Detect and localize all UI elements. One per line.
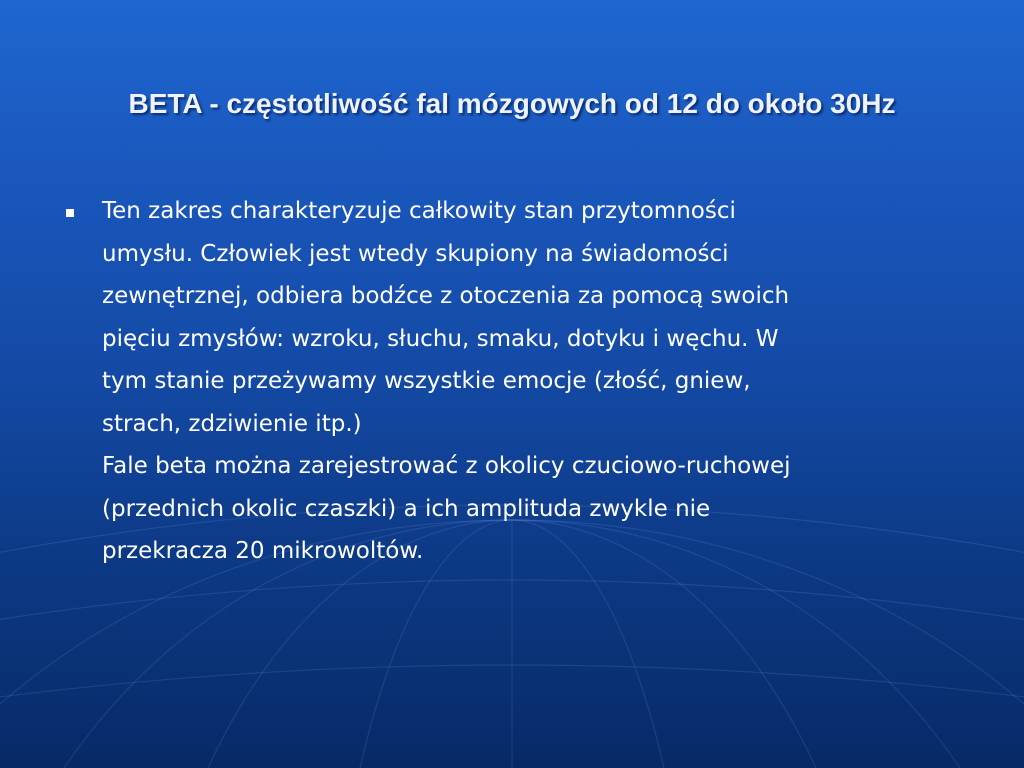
bullet-text: Ten zakres charakteryzuje całkowity stan przytomności umysłu. Człowiek jest wtedy skupiony na świadomości zewnętrznej, odbiera bodźce z otoczenia za pomocą swoich pięciu zmysłów: wzroku, słuchu, smaku, dotyku i węchu. W tym stanie przeżywamy wszystkie emocje (złość, gniew, strach, zdziwienie itp.) Fale beta można zarejestrować z okolicy czuciowo-ruchowej (przednich okolic czaszki) a ich amplituda zwykle nie przekracza 20 mikrowoltów. (102, 198, 791, 564)
slide-title: BETA - częstotliwość fal mózgowych od 12 do około 30Hz (128, 88, 896, 119)
globe-parallel (0, 665, 1024, 720)
globe-parallel (0, 580, 1024, 640)
slide-body (60, 190, 960, 573)
bullet-item (60, 190, 960, 573)
square-bullet-icon (66, 209, 74, 217)
